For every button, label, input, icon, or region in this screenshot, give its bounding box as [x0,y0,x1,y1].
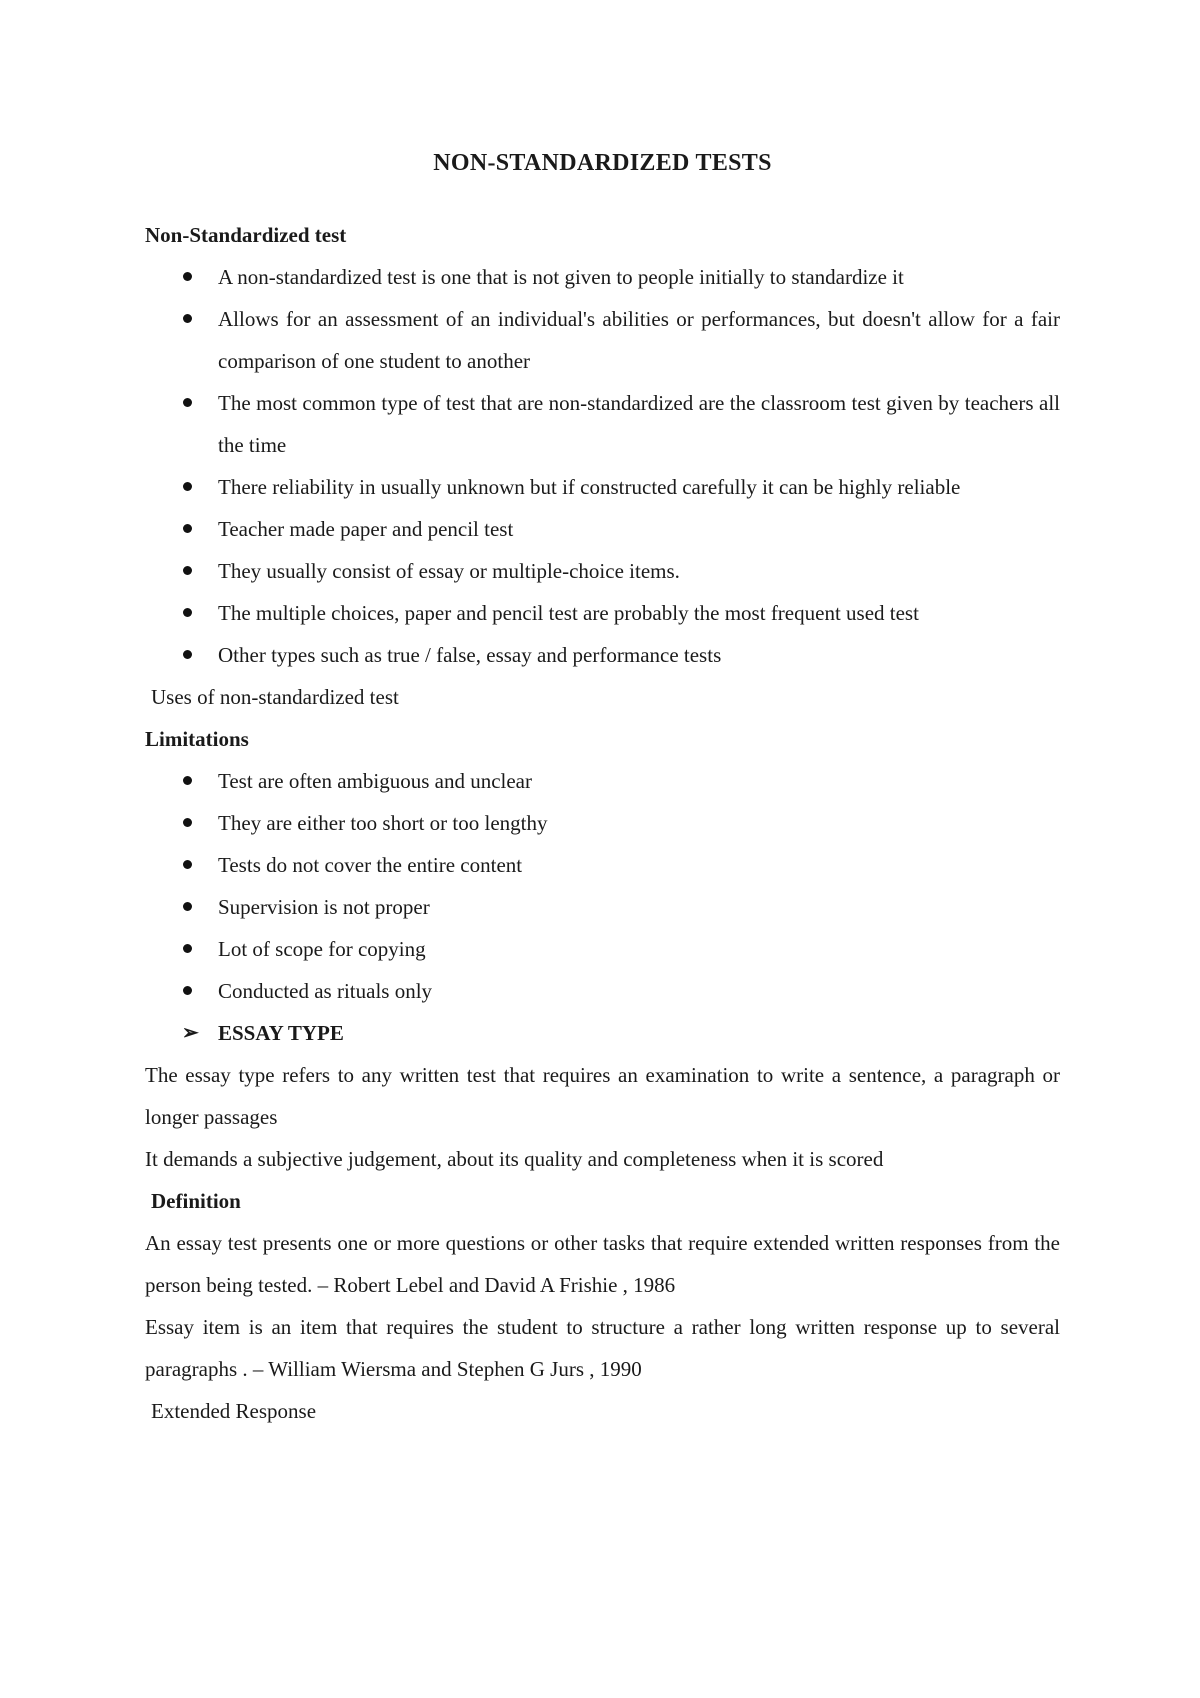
list-item [145,844,1060,886]
list-item-text: There reliability in usually unknown but if constructed carefully it can be highly reliable [218,475,961,499]
bullet-icon [183,860,192,869]
list-item-text: Other types such as true / false, essay and performance tests [218,643,722,667]
list-item [145,802,1060,844]
bullet-icon [183,482,192,491]
definition-heading: Definition [151,1189,241,1213]
list-item-text: Lot of scope for copying [218,937,426,961]
bullet-icon [183,272,192,281]
definition-paragraph-1: An essay test presents one or more questions or other tasks that require extended written responses from the person being tested. – Robert Lebel and David A Frishie , 1986 [145,1231,1060,1297]
list-item [145,928,1060,970]
essay-type-heading-text: ESSAY TYPE [218,1021,344,1045]
bullet-icon [183,818,192,827]
extended-response-label: Extended Response [151,1399,317,1423]
bullet-icon [183,902,192,911]
list-item-text: Conducted as rituals only [218,979,433,1003]
bullet-icon [183,314,192,323]
list-item [145,550,1060,592]
list-item-text: Tests do not cover the entire content [218,853,523,877]
uses-label: Uses of non-standardized test [151,685,399,709]
list-item [145,592,1060,634]
bullet-icon [183,986,192,995]
essay-type-heading [145,1012,1060,1054]
bullet-icon [183,524,192,533]
list-item-text: Supervision is not proper [218,895,430,919]
bullet-icon [183,398,192,407]
list-item [145,970,1060,1012]
list-item [145,886,1060,928]
list-item [145,760,1060,802]
document-page [145,142,1060,1432]
limitations-list [145,760,1060,1012]
list-item-text: The multiple choices, paper and pencil test are probably the most frequent used test [218,601,919,625]
bullet-icon [183,776,192,785]
bullet-icon [183,566,192,575]
list-item [145,508,1060,550]
list-item [145,634,1060,676]
list-item-text: Test are often ambiguous and unclear [218,769,532,793]
list-item [145,256,1060,298]
section-heading-non-standardized: Non-Standardized test [145,223,347,247]
list-item-text: They are either too short or too lengthy [218,811,548,835]
list-item [145,382,1060,466]
list-item-text: Teacher made paper and pencil test [218,517,514,541]
non-standardized-list [145,256,1060,676]
list-item [145,298,1060,382]
bullet-icon [183,944,192,953]
definition-paragraph-2: Essay item is an item that requires the student to structure a rather long written response up to several paragraphs . – William Wiersma and Stephen G Jurs , 1990 [145,1315,1060,1381]
page-title: NON-STANDARDIZED TESTS [433,150,772,176]
arrow-bullet-icon: ➢ [182,1022,199,1044]
bullet-icon [183,650,192,659]
bullet-icon [183,608,192,617]
essay-paragraph-1: The essay type refers to any written test that requires an examination to write a sentence, a paragraph or longer passages [145,1063,1060,1129]
list-item-text: Allows for an assessment of an individual's abilities or performances, but doesn't allow for a fair comparison of one student to another [218,307,1060,373]
list-item [145,466,1060,508]
list-item-text: They usually consist of essay or multiple-choice items. [218,559,680,583]
list-item-text: A non-standardized test is one that is not given to people initially to standardize it [218,265,904,289]
essay-paragraph-2: It demands a subjective judgement, about its quality and completeness when it is scored [145,1147,884,1171]
section-heading-limitations: Limitations [145,727,249,751]
list-item-text: The most common type of test that are non-standardized are the classroom test given by teachers all the time [218,391,1060,457]
